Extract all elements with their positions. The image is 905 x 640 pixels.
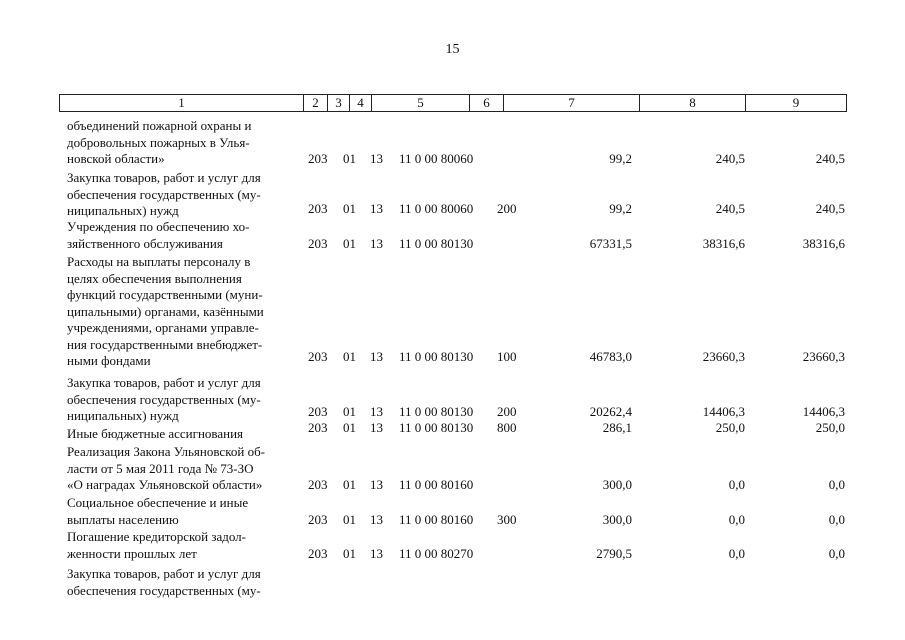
cell-c3: 01 xyxy=(343,511,356,527)
cell-c3: 01 xyxy=(343,151,356,166)
cell-c2: 203 xyxy=(308,349,328,364)
row-description xyxy=(67,254,299,370)
cell-c3: 01 xyxy=(343,420,356,435)
cell-c6: 200 xyxy=(497,404,517,419)
description-line: выплаты населению xyxy=(67,511,179,527)
cell-c2: 203 xyxy=(308,545,328,561)
cell-c2: 203 xyxy=(308,477,328,492)
cell-c3: 01 xyxy=(343,201,356,216)
cell-c5: 11 0 00 80130 xyxy=(399,349,474,364)
cell-c4: 13 xyxy=(370,235,383,251)
cell-c2: 203 xyxy=(308,404,328,419)
cell-c7: 67331,5 xyxy=(589,235,632,251)
cell-c4: 13 xyxy=(370,201,383,216)
description-line: женности прошлых лет xyxy=(67,545,197,561)
cell-c6: 800 xyxy=(497,420,517,435)
cell-c3: 01 xyxy=(343,235,356,251)
cell-c9: 38316,6 xyxy=(802,235,845,251)
cell-c3: 01 xyxy=(343,404,356,419)
description-line: Закупка товаров, работ и услуг для xyxy=(67,375,261,390)
header-col-4: 4 xyxy=(350,95,372,111)
description-line: Учреждения по обеспечению хо- xyxy=(67,219,250,234)
description-line: ниципальных) нужд xyxy=(67,408,179,423)
cell-c7: 286,1 xyxy=(602,420,632,435)
cell-c4: 13 xyxy=(370,151,383,166)
cell-c8: 0,0 xyxy=(728,545,745,561)
description-line: Социальное обеспечение и иные xyxy=(67,495,249,510)
description-line: обеспечения государственных (му- xyxy=(67,582,261,598)
cell-c3: 01 xyxy=(343,545,356,561)
cell-c4: 13 xyxy=(370,511,383,527)
cell-c4: 13 xyxy=(370,404,383,419)
header-col-3: 3 xyxy=(328,95,350,111)
description-line: Закупка товаров, работ и услуг для xyxy=(67,566,261,581)
cell-c2: 203 xyxy=(308,420,328,435)
cell-c7: 20262,4 xyxy=(589,404,632,419)
description-line: ными фондами xyxy=(67,353,151,368)
cell-c3: 01 xyxy=(343,349,356,364)
cell-c9: 23660,3 xyxy=(802,349,845,364)
cell-c8: 240,5 xyxy=(715,201,745,216)
row-description xyxy=(67,375,299,425)
cell-c2: 203 xyxy=(308,201,328,216)
cell-c9: 240,5 xyxy=(815,201,845,216)
cell-c5: 11 0 00 80130 xyxy=(399,235,474,251)
cell-c7: 99,2 xyxy=(609,151,632,166)
cell-c7: 46783,0 xyxy=(589,349,632,364)
description-line: обеспечения государственных (му- xyxy=(67,391,261,407)
description-line: Реализация Закона Ульяновской об- xyxy=(67,444,266,459)
cell-c5: 11 0 00 80060 xyxy=(399,201,474,216)
cell-c8: 14406,3 xyxy=(702,404,745,419)
row-description xyxy=(67,170,299,220)
table-header xyxy=(59,94,847,112)
description-line: «О наградах Ульяновской области» xyxy=(67,477,263,492)
row-description xyxy=(67,529,299,562)
row-description xyxy=(67,566,299,599)
cell-c5: 11 0 00 80130 xyxy=(399,404,474,419)
cell-c8: 23660,3 xyxy=(702,349,745,364)
description-line: добровольных пожарных в Улья- xyxy=(67,134,250,150)
page-number: 15 xyxy=(445,42,460,57)
description-line: Иные бюджетные ассигнования xyxy=(67,426,244,441)
description-line: учреждениями, органами управле- xyxy=(67,320,259,335)
cell-c9: 0,0 xyxy=(828,511,845,527)
description-line: ниципальных) нужд xyxy=(67,203,179,218)
header-col-8: 8 xyxy=(640,95,746,111)
cell-c6: 200 xyxy=(497,201,517,216)
cell-c9: 0,0 xyxy=(828,545,845,561)
cell-c2: 203 xyxy=(308,235,328,251)
header-col-7: 7 xyxy=(504,95,640,111)
header-col-5: 5 xyxy=(372,95,470,111)
cell-c7: 300,0 xyxy=(602,477,632,492)
cell-c7: 300,0 xyxy=(602,511,632,527)
cell-c2: 203 xyxy=(308,151,328,166)
row-description xyxy=(67,118,299,168)
description-line: Закупка товаров, работ и услуг для xyxy=(67,170,261,185)
cell-c8: 250,0 xyxy=(715,420,745,435)
cell-c8: 0,0 xyxy=(728,477,745,492)
cell-c8: 240,5 xyxy=(715,151,745,166)
description-line: Расходы на выплаты персоналу в xyxy=(67,254,251,269)
cell-c6: 300 xyxy=(497,511,517,527)
description-line: целях обеспечения выполнения xyxy=(67,270,242,286)
header-col-6: 6 xyxy=(470,95,504,111)
cell-c5: 11 0 00 80130 xyxy=(399,420,474,435)
header-col-9: 9 xyxy=(792,95,800,110)
row-description xyxy=(67,495,299,528)
cell-c5: 11 0 00 80160 xyxy=(399,511,474,527)
row-description xyxy=(67,219,299,252)
header-col-2: 2 xyxy=(304,95,328,111)
cell-c4: 13 xyxy=(370,420,383,435)
description-line: Погашение кредиторской задол- xyxy=(67,529,246,544)
header-col-1: 1 xyxy=(60,95,304,111)
cell-c5: 11 0 00 80160 xyxy=(399,477,474,492)
description-line: ласти от 5 мая 2011 года № 73-ЗО xyxy=(67,460,254,476)
cell-c4: 13 xyxy=(370,349,383,364)
cell-c7: 2790,5 xyxy=(596,545,632,561)
row-description xyxy=(67,444,299,494)
description-line: обеспечения государственных (му- xyxy=(67,186,261,202)
cell-c4: 13 xyxy=(370,545,383,561)
cell-c8: 0,0 xyxy=(728,511,745,527)
description-line: ципальными) органами, казёнными xyxy=(67,303,264,319)
cell-c5: 11 0 00 80060 xyxy=(399,151,474,166)
cell-c5: 11 0 00 80270 xyxy=(399,545,474,561)
cell-c9: 0,0 xyxy=(828,477,845,492)
cell-c8: 38316,6 xyxy=(702,235,745,251)
description-line: объединений пожарной охраны и xyxy=(67,118,252,133)
cell-c9: 14406,3 xyxy=(802,404,845,419)
cell-c3: 01 xyxy=(343,477,356,492)
cell-c9: 240,5 xyxy=(815,151,845,166)
description-line: зяйственного обслуживания xyxy=(67,235,223,251)
cell-c9: 250,0 xyxy=(815,420,845,435)
cell-c4: 13 xyxy=(370,477,383,492)
row-description xyxy=(67,426,299,443)
cell-c7: 99,2 xyxy=(609,201,632,216)
description-line: новской области» xyxy=(67,151,165,166)
cell-c6: 100 xyxy=(497,349,517,364)
description-line: функций государственными (муни- xyxy=(67,287,263,302)
description-line: ния государственными внебюджет- xyxy=(67,336,263,352)
cell-c2: 203 xyxy=(308,511,328,527)
